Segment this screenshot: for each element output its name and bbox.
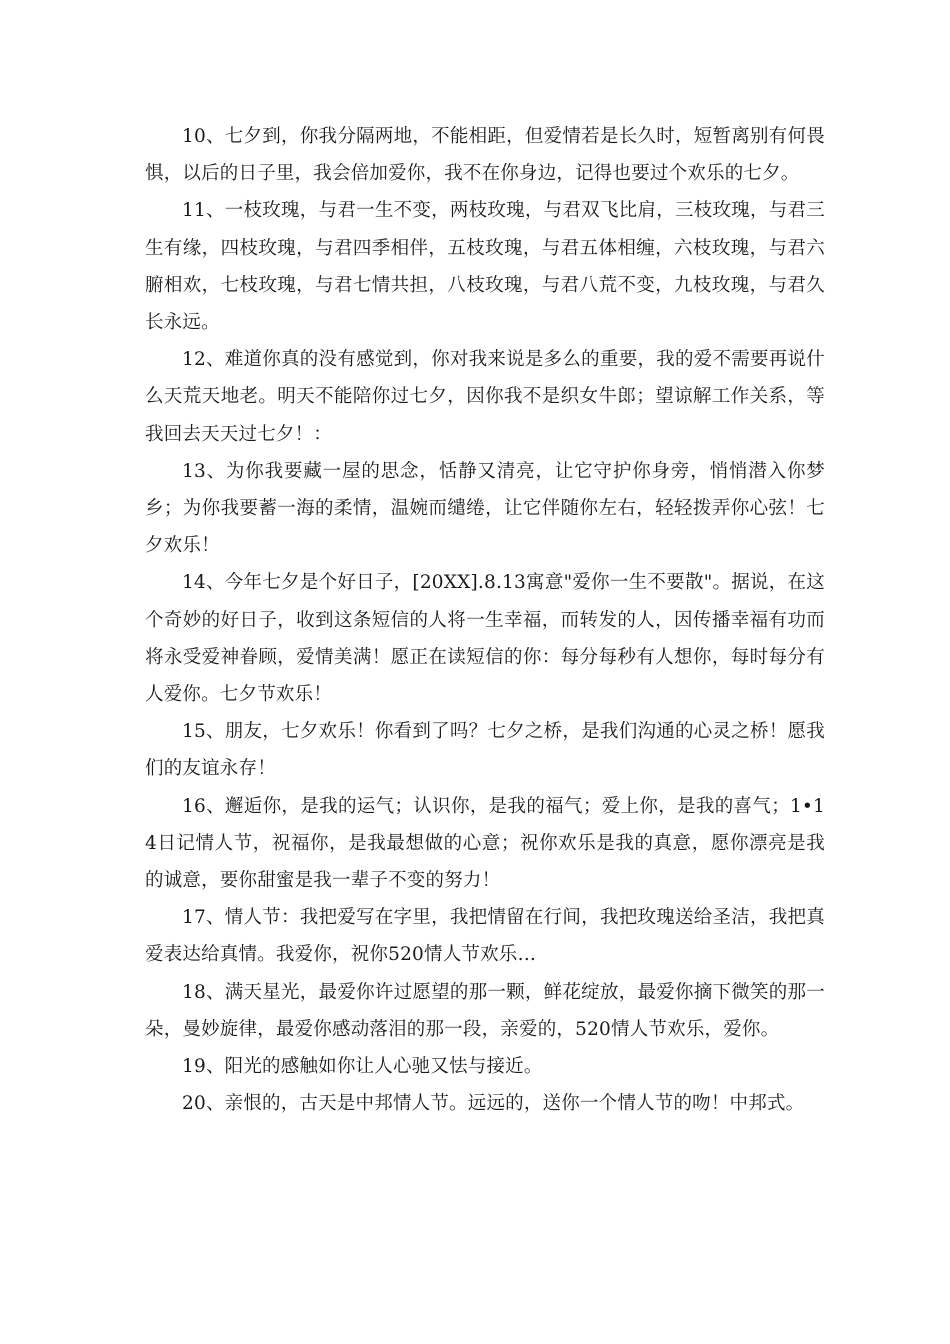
paragraph-14: 14、今年七夕是个好日子，[20XX].8.13寓意"爱你一生不要散"。据说，在这个奇妙的好日子，收到这条短信的人将一生幸福，而转发的人，因传播幸福有功而将永受爱神眷顾，爱情美满！愿正在读短信的你：每分每秒有人想你，每时每分有人爱你。七夕节欢乐！ — [145, 572, 825, 706]
paragraph-11: 11、一枝玫瑰，与君一生不变，两枝玫瑰，与君双飞比肩，三枝玫瑰，与君三生有缘，四枝玫瑰，与君四季相伴，五枝玫瑰，与君五体相缠，六枝玫瑰，与君六腑相欢，七枝玫瑰，与君七情共担，八枝玫瑰，与君八荒不变，九枝玫瑰，与君久长永远。 — [145, 200, 825, 334]
paragraph-16: 16、邂逅你，是我的运气；认识你，是我的福气；爱上你，是我的喜气；1•14日记情人节，祝福你，是我最想做的心意；祝你欢乐是我的真意，愿你漂亮是我的诚意，要你甜蜜是我一辈子不变的努力！ — [145, 795, 825, 892]
paragraph-20: 20、亲恨的，古天是中邦情人节。远远的，送你一个情人节的吻！中邦式。 — [182, 1093, 805, 1115]
paragraph-17: 17、情人节：我把爱写在字里，我把情留在行间，我把玫瑰送给圣洁，我把真爱表达给真情。我爱你，祝你520情人节欢乐… — [145, 907, 825, 966]
paragraph-18: 18、满天星光，最爱你许过愿望的那一颗，鲜花绽放，最爱你摘下微笑的那一朵，曼妙旋律，最爱你感动落泪的那一段，亲爱的，520情人节欢乐，爱你。 — [145, 981, 825, 1040]
paragraph-15: 15、朋友，七夕欢乐！你看到了吗？七夕之桥，是我们沟通的心灵之桥！愿我们的友谊永存！ — [145, 721, 825, 780]
paragraph-12: 12、难道你真的没有感觉到，你对我来说是多么的重要，我的爱不需要再说什么天荒天地老。明天不能陪你过七夕，因你我不是织女牛郎；望谅解工作关系，等我回去天天过七夕！： — [145, 349, 825, 445]
paragraph-19: 19、阳光的感触如你让人心驰又怯与接近。 — [182, 1056, 543, 1078]
paragraph-13: 13、为你我要藏一屋的思念，恬静又清亮，让它守护你身旁，悄悄潜入你梦乡；为你我要蓄一海的柔情，温婉而缱绻，让它伴随你左右，轻轻拨弄你心弦！七夕欢乐！ — [145, 460, 825, 557]
paragraph-10: 10、七夕到，你我分隔两地，不能相距，但爱情若是长久时，短暂离别有何畏惧，以后的日子里，我会倍加爱你，我不在你身边，记得也要过个欢乐的七夕。 — [145, 126, 825, 185]
document-body — [145, 118, 825, 1122]
